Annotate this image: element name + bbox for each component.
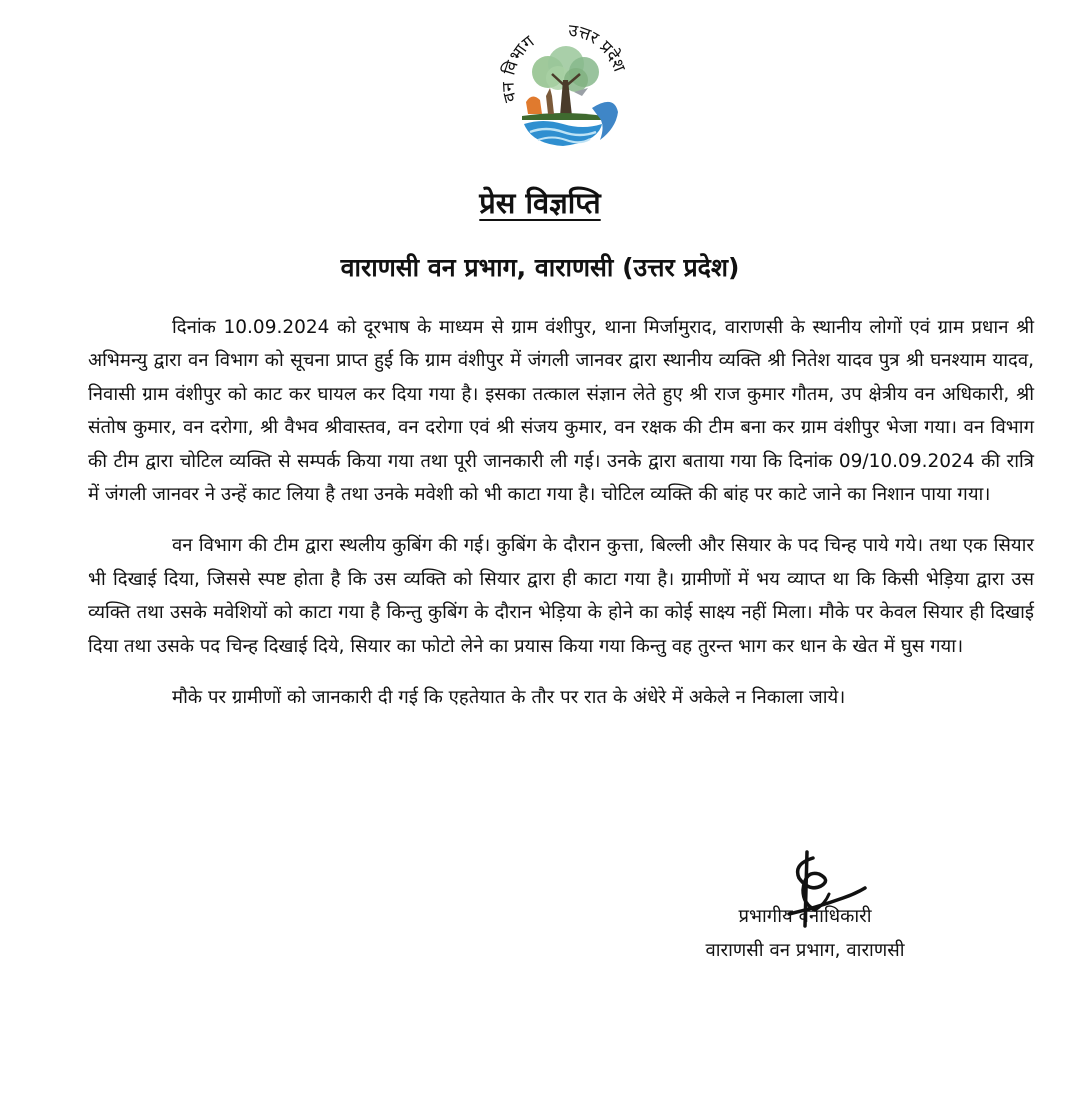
page-subtitle: वाराणसी वन प्रभाग, वाराणसी (उत्तर प्रदेश) — [340, 253, 740, 282]
paragraph-investigation: वन विभाग की टीम द्वारा स्थलीय कुबिंग की गई। कुबिंग के दौरान कुत्ता, बिल्ली और सियार के पद चिन्ह पाये गये। तथा एक सियार भी दिखाई दिया, जिससे स्पष्ट होता है कि उस व्यक्ति को सियार द्वारा ही काटा गया है। ग्रामीणों में भय व्याप्त था कि किसी भेड़िया द्वारा उस व्यक्ति तथा उसके मवेशियों को काटा गया है किन्तु कुबिंग के दौरान भेड़िया के होने का कोई साक्ष्य नहीं मिला। मौके पर केवल सियार ही दिखाई दिया तथा उसके पद चिन्ह दिखाई दिये, सियार का फोटो लेने का प्रयास किया गया किन्तु वह तुरन्त भाग कर धान के खेत में घुस गया। — [88, 535, 1034, 657]
paragraph-incident: दिनांक 10.09.2024 को दूरभाष के माध्यम से ग्राम वंशीपुर, थाना मिर्जामुराद, वाराणसी के स्थानीय लोगों एवं ग्राम प्रधान श्री अभिमन्यु द्वारा वन विभाग को सूचना प्राप्त हुई कि ग्राम वंशीपुर में जंगली जानवर द्वारा स्थानीय व्यक्ति श्री नितेश यादव पुत्र श्री घनश्याम यादव, निवासी ग्राम वंशीपुर को काट कर घायल कर दिया गया है। इसका तत्काल संज्ञान लेते हुए श्री राज कुमार गौतम, उप क्षेत्रीय वन अधिकारी, श्री संतोष कुमार, वन दरोगा, श्री वैभव श्रीवास्तव, वन दरोगा एवं श्री संजय कुमार, वन रक्षक की टीम बना कर ग्राम वंशीपुर भेजा गया। वन विभाग की टीम द्वारा चोटिल व्यक्ति से सम्पर्क किया गया तथा पूरी जानकारी ली गई। उनके द्वारा बताया गया कि दिनांक 09/10.09.2024 की रात्रि में जंगली जानवर ने उन्हें काट लिया है तथा उनके मवेशी को भी काटा गया है। चोटिल व्यक्ति की बांह पर काटे जाने का निशान पाया गया। — [88, 317, 1034, 506]
signatory-office: वाराणसी वन प्रभाग, वाराणसी — [705, 940, 905, 961]
signatory-designation: प्रभागीय वनाधिकारी — [738, 906, 872, 927]
signatory-block — [650, 900, 960, 968]
logo-text-left-path: वन विभाग — [498, 31, 539, 105]
forest-department-emblem-icon — [488, 16, 638, 166]
logo-text-right-path: उत्तर प्रदेश — [567, 20, 630, 75]
press-release-body — [88, 311, 1034, 732]
paragraph-advisory: मौके पर ग्रामीणों को जानकारी दी गई कि एहतेयात के तौर पर रात के अंधेरे में अकेले न निकाला जाये। — [172, 687, 846, 709]
page-title: प्रेस विज्ञप्ति — [479, 186, 601, 220]
forest-department-logo — [488, 16, 638, 166]
